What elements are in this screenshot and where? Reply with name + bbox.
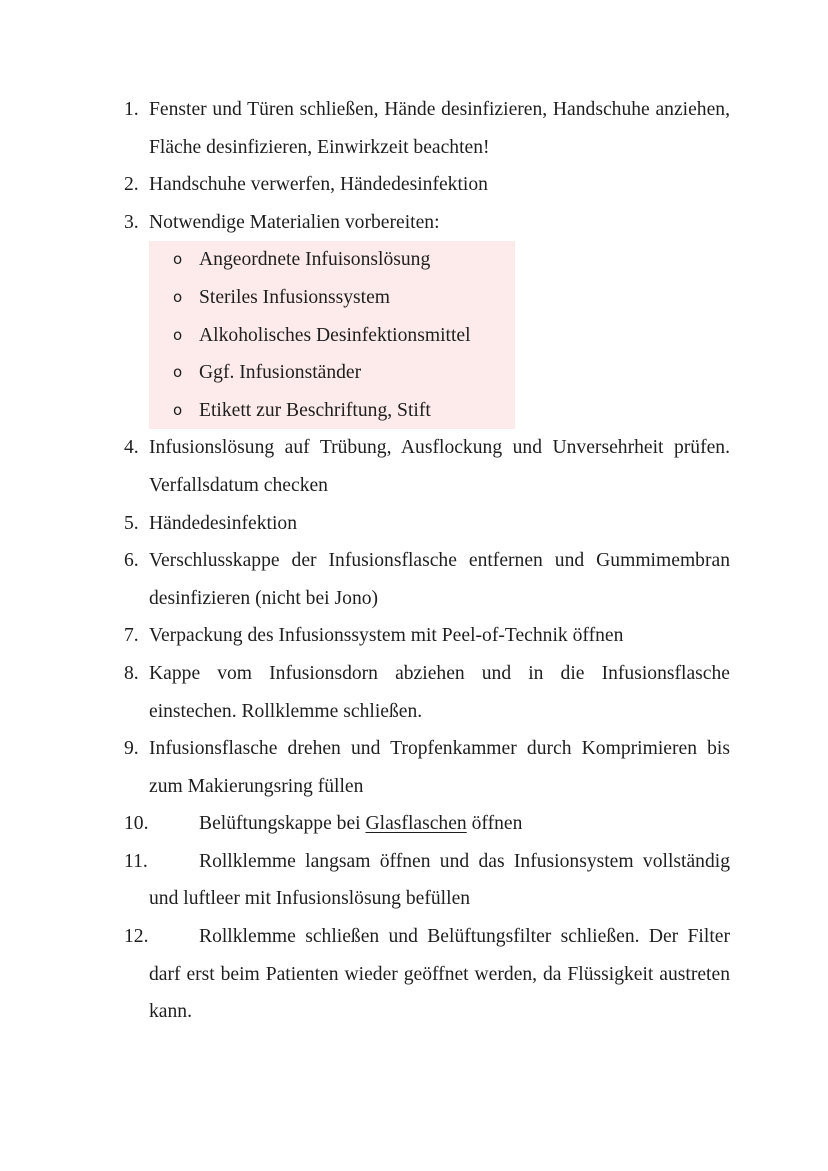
bullet-icon: o bbox=[173, 250, 183, 269]
step-text: Infusionsflasche drehen und Tropfenkammer durch Komprimieren bis zum Makierungsring füllen bbox=[149, 738, 730, 797]
step-number: 7. bbox=[124, 625, 139, 647]
step-2 bbox=[120, 166, 730, 204]
step-number: 3. bbox=[124, 211, 139, 233]
step-number: 11. bbox=[124, 850, 148, 872]
material-text: Etikett zur Beschriftung, Stift bbox=[199, 399, 431, 421]
step-number: 8. bbox=[124, 662, 139, 684]
step-9 bbox=[120, 730, 730, 805]
step-text-after: öffnen bbox=[466, 813, 523, 835]
glasflaschen-link[interactable]: Glasflaschen bbox=[365, 813, 467, 835]
material-text: Angeordnete Infuisonslösung bbox=[199, 249, 431, 271]
step-11 bbox=[120, 843, 730, 918]
step-number: 6. bbox=[124, 550, 139, 572]
step-number: 1. bbox=[124, 99, 139, 120]
step-text bbox=[149, 805, 730, 843]
step-number: 9. bbox=[124, 738, 139, 760]
bullet-icon: o bbox=[173, 287, 183, 306]
step-8 bbox=[120, 655, 730, 730]
step-text: Kappe vom Infusionsdorn abziehen und in die Infusionsflasche einstechen. Rollklemme schließen. bbox=[149, 662, 730, 722]
step-number: 5. bbox=[124, 512, 139, 534]
step-text: Handschuhe verwerfen, Händedesinfektion bbox=[149, 174, 488, 196]
material-text: Alkoholisches Desinfektionsmittel bbox=[199, 324, 471, 346]
step-number: 10. bbox=[124, 813, 149, 835]
step-3 bbox=[120, 204, 730, 242]
material-text: Ggf. Infusionständer bbox=[199, 362, 362, 384]
step-text: Notwendige Materialien vorbereiten: bbox=[149, 211, 440, 233]
step-text: Verpackung des Infusionssystem mit Peel-of-Technik öffnen bbox=[149, 625, 624, 647]
step-text: Rollklemme langsam öffnen und das Infusionsystem vollständig und luftleer mit Infusionslösung befüllen bbox=[149, 850, 730, 910]
materials-sublist-wrapper bbox=[120, 241, 730, 429]
step-number: 2. bbox=[124, 174, 139, 196]
step-6 bbox=[120, 542, 730, 617]
step-4 bbox=[120, 429, 730, 504]
material-item bbox=[149, 354, 515, 392]
step-7 bbox=[120, 617, 730, 655]
material-text: Steriles Infusionssystem bbox=[199, 286, 391, 308]
step-12 bbox=[120, 918, 730, 1031]
step-text: Verschlusskappe der Infusionsflasche entfernen und Gummimembran desinfizieren (nicht bei Jono) bbox=[149, 550, 730, 609]
step-number: 4. bbox=[124, 437, 139, 459]
material-item bbox=[149, 392, 515, 430]
step-1 bbox=[120, 91, 730, 166]
step-number: 12. bbox=[124, 926, 149, 948]
bullet-icon: o bbox=[173, 325, 183, 344]
step-text-before: Belüftungskappe bei bbox=[199, 813, 366, 835]
step-5 bbox=[120, 505, 730, 543]
materials-list bbox=[149, 241, 515, 429]
bullet-icon: o bbox=[173, 363, 183, 382]
bullet-icon: o bbox=[173, 400, 183, 419]
step-text: Infusionslösung auf Trübung, Ausflockung und Unversehrheit prüfen. Verfallsdatum checken bbox=[149, 437, 730, 496]
material-item bbox=[149, 317, 515, 355]
step-text: Händedesinfektion bbox=[149, 512, 297, 534]
procedure-steps-list bbox=[120, 91, 730, 1031]
step-text: Rollklemme schließen und Belüftungsfilter schließen. Der Filter darf erst beim Patienten wieder geöffnet werden, da Flüssigkeit austreten kann. bbox=[149, 926, 730, 1023]
step-text: Fenster und Türen schließen, Hände desinfizieren, Handschuhe anziehen, Fläche desinfizieren, Einwirkzeit beachten! bbox=[149, 99, 730, 158]
step-10 bbox=[120, 805, 730, 843]
material-item bbox=[149, 279, 515, 317]
material-item bbox=[149, 241, 515, 279]
